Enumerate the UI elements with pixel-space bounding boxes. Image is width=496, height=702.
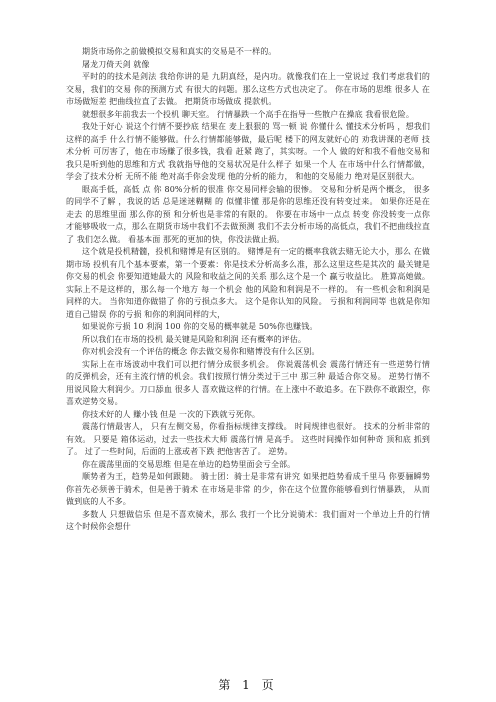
paragraph: 我处于好心 说这个行情不要抄底 结果在 麦上狠狠的 骂一顿 说 你懂什么 懂技术分析吗 ，想我们这样的高手 什么行情不能够做。什么行情都能够做，最后呢 楼下的网友就好心的 劝我讲课的老师 技术分析 可厉害了，他在市场赚了很多钱，我看 赶紧 跑了，其实呀。一个人 做的好和我不看他交易和 我只是听到他的思维和方式 我就指导他的交易状况是什么样子 如果一个人 在市场中什么行情都做，学会了技术分析 无所不能 绝对高手你会发现 他的分析的能力， 和他的交易能力 绝对是区别很大。 (66, 122, 430, 181)
paragraph: 平时的的技术是剑法 我给你讲的是 九阴真经，是内功。就像我们在上一堂说过 我们考虑我们的交易，我们的交易 你的预测方式 有很大的问题。那么这些方式也决定了。 你在市场的思维 很多人 在市场做短差 把曲线拉直了去做。 把期货市场做成 提款机。 (66, 72, 430, 106)
page-number: 第 1 页 (218, 678, 278, 692)
paragraph: 这个就是投机精髓，投机和赌博是有区别的。 赌博是有一定的概率我就去赌无论大小，那么 在做期市场 投机有几个基本要素，第一个要素：你是技术分析高多么准，那么这里这些是其次的 最关键是你交易的机会 你要知道她最大的 风险和收益之间的关系 那么这个是一个 赢亏收益比。 胜算高她做。 实际上不是这样的，那么每一个地方 每一个机会 他的风险和利润是不一样的。 有一些机会和利润是同样的大。 当你知道你做错了 你的亏损点多大。 这个是你认知的风险。 亏损和利润同等 也就是你知道自己错误 你的亏损 和你的利润同样的大， (66, 247, 430, 319)
paragraph: 期货市场你之前做模拟交易和真实的交易是不一样的。 (82, 47, 277, 56)
paragraph: 你技术好的人 赚小钱 但是 一次的下跌就亏死你。 (82, 409, 261, 419)
paragraph: 多数人 只想做信乐 但是不喜欢骑术，那么 我打一个比分说骑术：我们面对一个单边上升的行情 这个时候你会想什 (66, 509, 430, 531)
paragraph: 震荡行情最害人， 只有左侧交易，你看指标规律支撑线。 时间规律也很好。 技术的分析非常的有效。 只要是 箱体运动，过去一些技术大师 震荡行情 是高手。 这些时间操作如何种奇 顶和底 抓到了。 过了一些时间，后面的上涨或者下跌 把他害苦了。 逆势。 (66, 422, 430, 456)
document-body (66, 46, 430, 534)
paragraph: 实际上在市场波动中我们可以把行情分成很多机会。 你说震荡机会 震荡行情还有一些逆势行情 的反弹机会，还有主流行情的机会。我们按照行情分类过于三中 那三种 最适合你交易。 逆势行情不用说风险大利润少。刀口舔血 很多人 喜欢做这样的行情。在上涨中不敢追多。在下跌你不敢跟空，你喜欢逆势交易。 (66, 359, 430, 406)
paragraph: 顺势者为王，趋势是如何跟随。 骑士团：骑士是非常有讲究 如果把趋势看成千里马 你要骊瞬势 你首先必须善于骑术，但是善于骑术 在市场是非常 的少，你在这个位置你能够看到行情暴跌， 从而做到底的人不多。 (66, 472, 430, 506)
paragraph: 如果说你亏损 10 利润 100 你的交易的概率就是 50%你也赚钱。 (82, 322, 318, 331)
paragraph: 所以我们在市场的投机 最关键是风险和利润 还有概率的评估。 (82, 334, 306, 344)
paragraph: 你在震荡里面的交易思维 但是在单边的趋势里面会亏全部。 (82, 459, 296, 469)
paragraph: 眼高手低，高低 点 你 80%分析的很准 你交易同样会输的很惨。 交易和分析是两个概念， 很多的同学不了解 ，我说的话 总是迷迷糊糊 的 似懂非懂 那是你的思维还没有转变过来。 如果你还是在走去 的思维里面 那么你的预 和分析也是非常的有限的。 你要在市场中一点点 转变 你没转变一点你才能够吸收一点，那么在期货市场中我们不去做预测 我们不去分析市场的高低点，我们不把曲线拉直了 我们怎么做。 看基本面 那死的更加的快，你没法做止损。 (66, 184, 430, 244)
paragraph: 你对机会没有一个评估的概念 你去做交易你和赌博没有什么区别。 (82, 347, 320, 356)
paragraph: 就想很多年前我去一个投机 聊天室。 行情暴跌一个高手在指导一些散户在操底 我看很危险。 (82, 109, 414, 119)
paragraph: 屠龙刀倚天剑 就像 (82, 59, 150, 69)
